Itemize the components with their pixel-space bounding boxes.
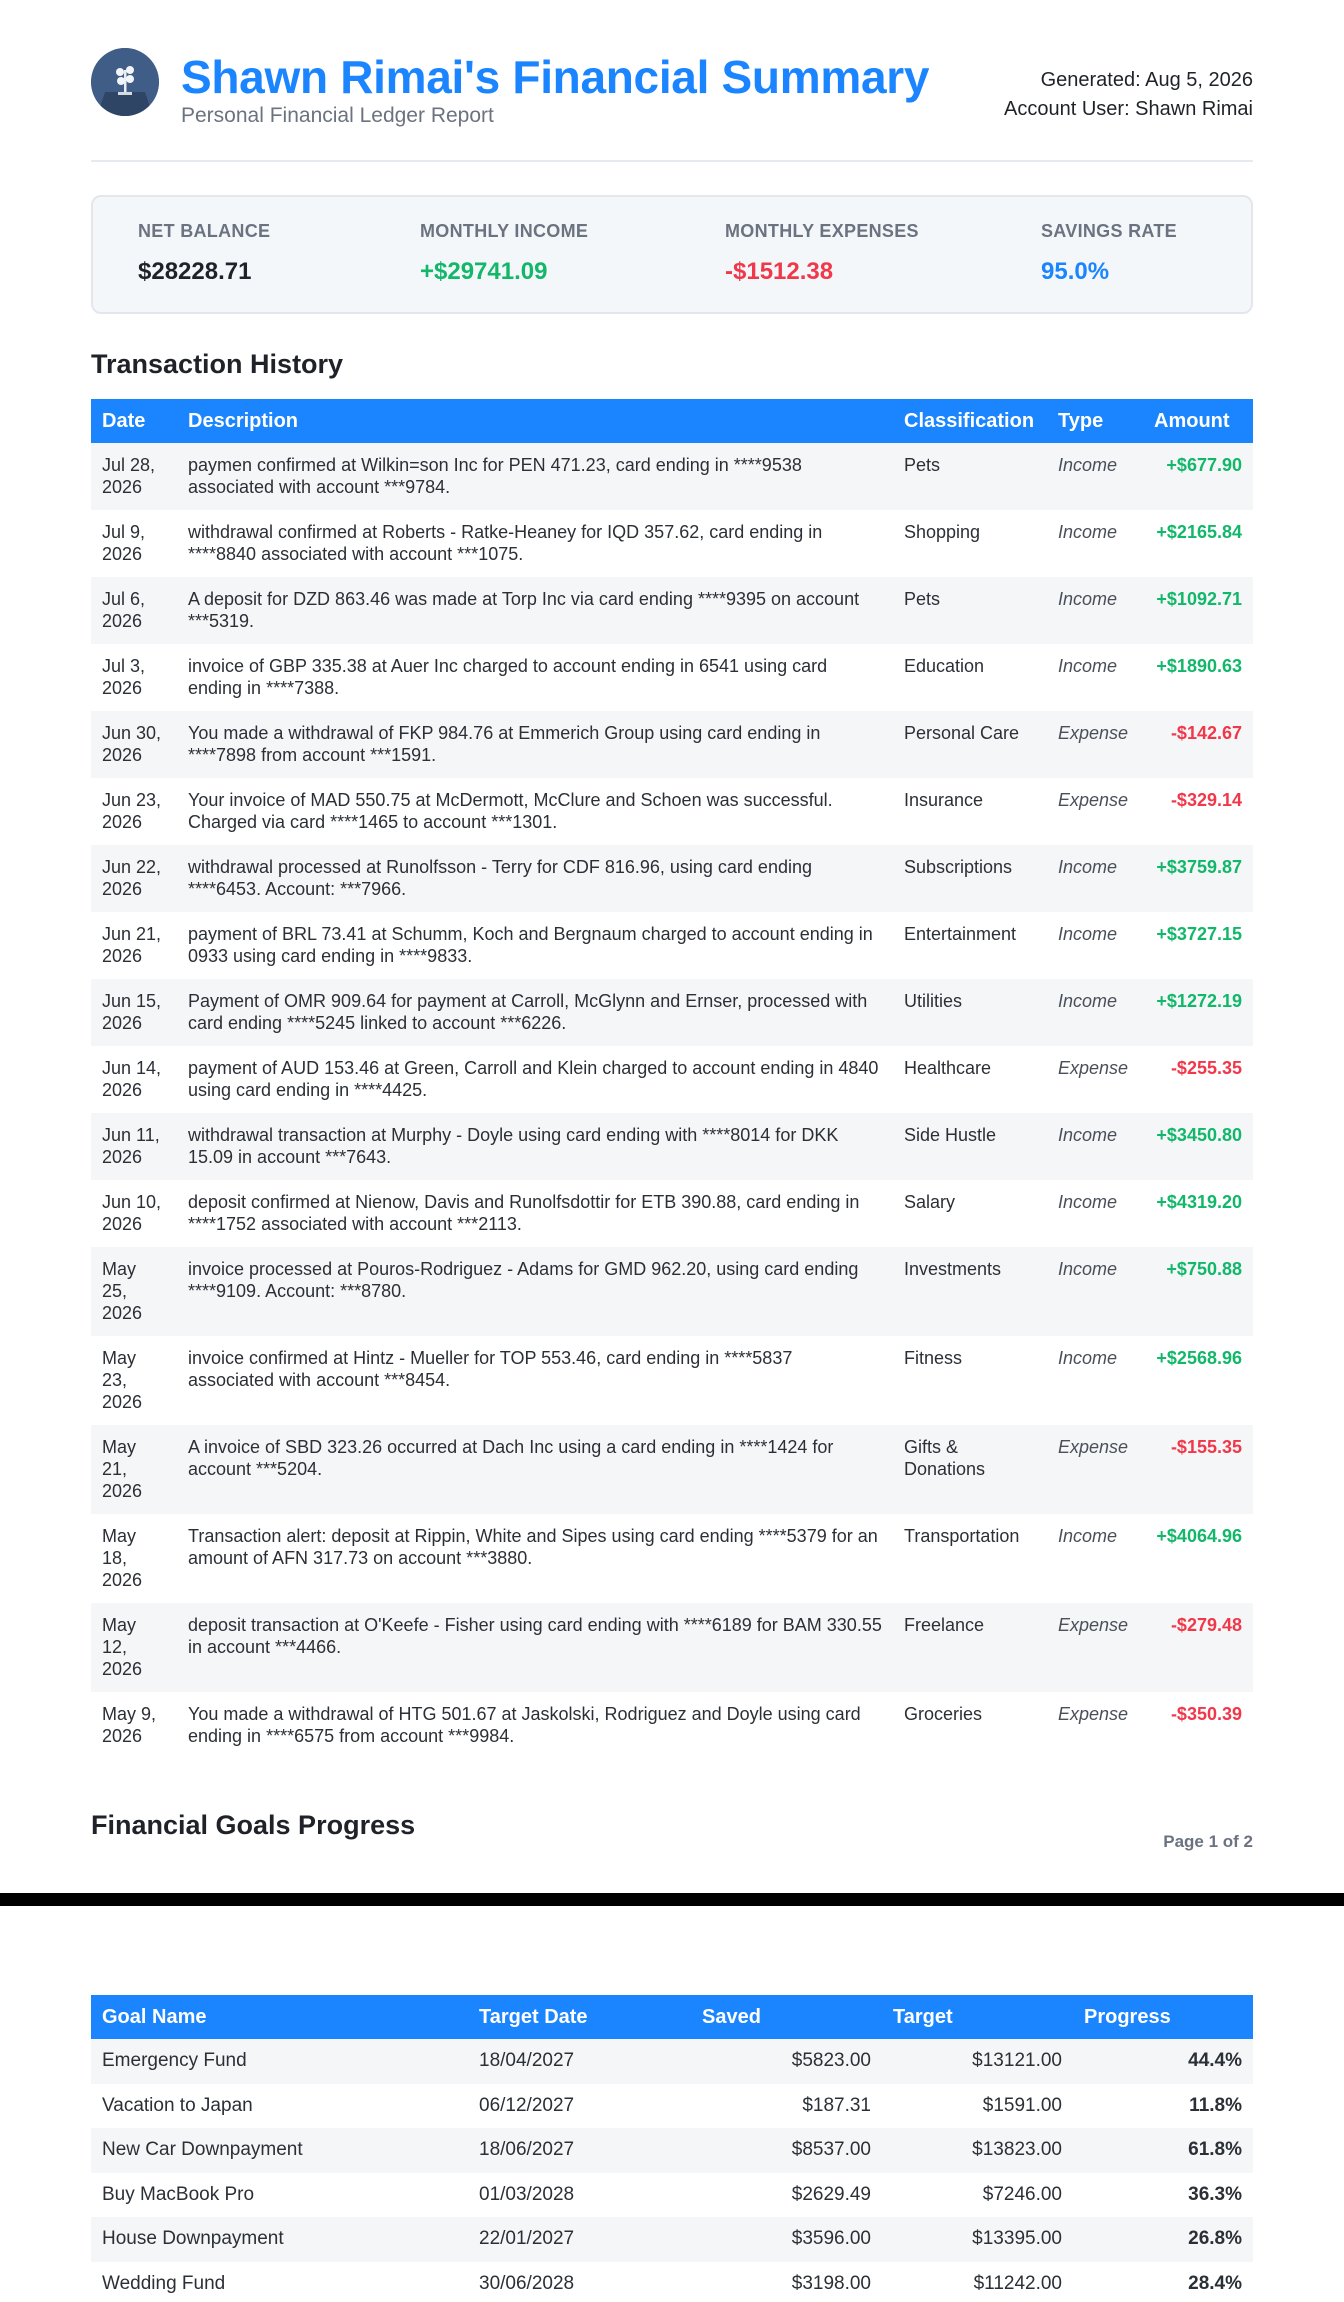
transaction-description: invoice processed at Pouros-Rodriguez - Adams for GMD 962.20, using card ending ****9109. Account: ***8780.	[177, 1247, 893, 1336]
transaction-classification: Entertainment	[893, 912, 1047, 979]
transaction-type: Expense	[1047, 711, 1143, 778]
transaction-row	[91, 1336, 1253, 1425]
transaction-date: May 25, 2026	[91, 1247, 177, 1336]
transaction-amount: +$3727.15	[1143, 912, 1253, 979]
col-header-goal-name: Goal Name	[91, 1995, 468, 2039]
net-balance-value: $28228.71	[138, 258, 252, 285]
transaction-row	[91, 979, 1253, 1046]
goals-table	[91, 1995, 1253, 2302]
transaction-amount: +$3759.87	[1143, 845, 1253, 912]
col-header-target-date: Target Date	[468, 1995, 691, 2039]
transaction-amount: -$155.35	[1143, 1425, 1253, 1514]
transaction-date: May 21, 2026	[91, 1425, 177, 1514]
transaction-date: Jul 9, 2026	[91, 510, 177, 577]
transaction-table	[91, 399, 1253, 1759]
report-meta	[1004, 66, 1253, 124]
monthly-expenses-label: MONTHLY EXPENSES	[725, 221, 919, 241]
report-header	[91, 46, 1253, 162]
transaction-date: Jun 14, 2026	[91, 1046, 177, 1113]
col-header-date: Date	[91, 399, 177, 443]
transaction-classification: Groceries	[893, 1692, 1047, 1759]
goal-saved: $5823.00	[691, 2039, 882, 2084]
transaction-type: Income	[1047, 979, 1143, 1046]
transaction-type: Income	[1047, 443, 1143, 510]
generated-date: Generated: Aug 5, 2026	[1040, 69, 1253, 91]
transaction-description: payment of BRL 73.41 at Schumm, Koch and Bergnaum charged to account ending in 0933 using card ending in ****9833.	[177, 912, 893, 979]
transaction-row	[91, 1247, 1253, 1336]
goal-name: Wedding Fund	[91, 2262, 468, 2302]
transaction-table-wrap	[91, 399, 1253, 1759]
account-user: Account User: Shawn Rimai	[1004, 98, 1253, 120]
transaction-date: Jun 30, 2026	[91, 711, 177, 778]
transaction-row	[91, 1514, 1253, 1603]
transaction-description: deposit confirmed at Nienow, Davis and Runolfsdottir for ETB 390.88, card ending in ****1752 associated with account ***2113.	[177, 1180, 893, 1247]
transaction-history-title: Transaction History	[91, 349, 344, 379]
col-header-type: Type	[1047, 399, 1143, 443]
transaction-classification: Pets	[893, 443, 1047, 510]
savings-rate-stat	[1041, 221, 1177, 286]
goal-target-date: 06/12/2027	[468, 2084, 691, 2129]
transaction-classification: Pets	[893, 577, 1047, 644]
transaction-date: Jun 21, 2026	[91, 912, 177, 979]
transaction-classification: Healthcare	[893, 1046, 1047, 1113]
transaction-header-row	[91, 399, 1253, 443]
transaction-classification: Investments	[893, 1247, 1047, 1336]
transaction-description: Transaction alert: deposit at Rippin, White and Sipes using card ending ****5379 for an amount of AFN 317.73 on account ***3880.	[177, 1514, 893, 1603]
transaction-type: Income	[1047, 1113, 1143, 1180]
col-header-saved: Saved	[691, 1995, 882, 2039]
transaction-type: Income	[1047, 1247, 1143, 1336]
transaction-description: Your invoice of MAD 550.75 at McDermott, McClure and Schoen was successful. Charged via card ****1465 to account ***1301.	[177, 778, 893, 845]
goal-row	[91, 2084, 1253, 2129]
transaction-type: Expense	[1047, 1425, 1143, 1514]
goal-row	[91, 2039, 1253, 2084]
goal-progress: 61.8%	[1073, 2128, 1253, 2173]
transaction-date: Jul 28, 2026	[91, 443, 177, 510]
goal-saved: $187.31	[691, 2084, 882, 2129]
goal-target: $13823.00	[882, 2128, 1073, 2173]
net-balance-stat	[138, 221, 270, 286]
goal-row	[91, 2173, 1253, 2218]
transaction-amount: +$1092.71	[1143, 577, 1253, 644]
page-break-divider	[0, 1893, 1344, 1906]
transaction-classification: Personal Care	[893, 711, 1047, 778]
report-page-2	[0, 1906, 1344, 2302]
transaction-classification: Utilities	[893, 979, 1047, 1046]
transaction-row	[91, 845, 1253, 912]
transaction-date: May 12, 2026	[91, 1603, 177, 1692]
transaction-amount: +$4319.20	[1143, 1180, 1253, 1247]
transaction-type: Expense	[1047, 778, 1143, 845]
transaction-date: Jun 10, 2026	[91, 1180, 177, 1247]
transaction-row	[91, 1603, 1253, 1692]
savings-rate-label: SAVINGS RATE	[1041, 221, 1177, 241]
ledger-logo-icon	[91, 48, 159, 116]
transaction-row	[91, 711, 1253, 778]
transaction-date: Jul 6, 2026	[91, 577, 177, 644]
transaction-description: Payment of OMR 909.64 for payment at Carroll, McGlynn and Ernser, processed with card ending ****5245 linked to account ***6226.	[177, 979, 893, 1046]
transaction-description: You made a withdrawal of HTG 501.67 at Jaskolski, Rodriguez and Doyle using card ending in ****6575 from account ***9984.	[177, 1692, 893, 1759]
goal-target: $13395.00	[882, 2217, 1073, 2262]
transaction-type: Expense	[1047, 1692, 1143, 1759]
transaction-classification: Transportation	[893, 1514, 1047, 1603]
transaction-row	[91, 1113, 1253, 1180]
financial-goals-title: Financial Goals Progress	[91, 1810, 416, 1840]
transaction-classification: Salary	[893, 1180, 1047, 1247]
transaction-amount: -$350.39	[1143, 1692, 1253, 1759]
transaction-classification: Insurance	[893, 778, 1047, 845]
transaction-row	[91, 912, 1253, 979]
goal-progress: 11.8%	[1073, 2084, 1253, 2129]
transaction-type: Income	[1047, 510, 1143, 577]
col-header-description: Description	[177, 399, 893, 443]
col-header-amount: Amount	[1143, 399, 1253, 443]
goal-target: $1591.00	[882, 2084, 1073, 2129]
transaction-row	[91, 1692, 1253, 1759]
transaction-type: Income	[1047, 845, 1143, 912]
goal-progress: 36.3%	[1073, 2173, 1253, 2218]
goal-name: Buy MacBook Pro	[91, 2173, 468, 2218]
goal-target-date: 22/01/2027	[468, 2217, 691, 2262]
report-subtitle: Personal Financial Ledger Report	[181, 104, 494, 127]
report-title: Shawn Rimai's Financial Summary	[181, 51, 930, 103]
transaction-amount: +$3450.80	[1143, 1113, 1253, 1180]
transaction-amount: +$2568.96	[1143, 1336, 1253, 1425]
transaction-amount: +$677.90	[1143, 443, 1253, 510]
transaction-description: paymen confirmed at Wilkin=son Inc for PEN 471.23, card ending in ****9538 associated with account ***9784.	[177, 443, 893, 510]
col-header-classification: Classification	[893, 399, 1047, 443]
transaction-amount: +$2165.84	[1143, 510, 1253, 577]
transaction-description: invoice confirmed at Hintz - Mueller for TOP 553.46, card ending in ****5837 associated with account ***8454.	[177, 1336, 893, 1425]
monthly-income-stat	[420, 221, 588, 286]
transaction-classification: Shopping	[893, 510, 1047, 577]
goal-progress: 44.4%	[1073, 2039, 1253, 2084]
transaction-row	[91, 1425, 1253, 1514]
transaction-description: A invoice of SBD 323.26 occurred at Dach Inc using a card ending in ****1424 for account ***5204.	[177, 1425, 893, 1514]
transaction-amount: +$1272.19	[1143, 979, 1253, 1046]
transaction-amount: -$329.14	[1143, 778, 1253, 845]
transaction-type: Income	[1047, 1336, 1143, 1425]
transaction-amount: +$1890.63	[1143, 644, 1253, 711]
goal-target: $11242.00	[882, 2262, 1073, 2302]
transaction-row	[91, 577, 1253, 644]
goal-row	[91, 2217, 1253, 2262]
transaction-classification: Freelance	[893, 1603, 1047, 1692]
transaction-row	[91, 443, 1253, 510]
col-header-progress: Progress	[1073, 1995, 1253, 2039]
goal-name: Emergency Fund	[91, 2039, 468, 2084]
transaction-type: Expense	[1047, 1046, 1143, 1113]
goal-row	[91, 2128, 1253, 2173]
transaction-classification: Education	[893, 644, 1047, 711]
goal-target: $13121.00	[882, 2039, 1073, 2084]
goal-target-date: 18/04/2027	[468, 2039, 691, 2084]
transaction-classification: Fitness	[893, 1336, 1047, 1425]
transaction-date: Jun 15, 2026	[91, 979, 177, 1046]
transaction-classification: Subscriptions	[893, 845, 1047, 912]
transaction-description: withdrawal processed at Runolfsson - Terry for CDF 816.96, using card ending ****6453. Account: ***7966.	[177, 845, 893, 912]
transaction-type: Income	[1047, 577, 1143, 644]
goal-progress: 28.4%	[1073, 2262, 1253, 2302]
transaction-date: May 18, 2026	[91, 1514, 177, 1603]
goal-saved: $3198.00	[691, 2262, 882, 2302]
transaction-date: May 23, 2026	[91, 1336, 177, 1425]
goal-saved: $3596.00	[691, 2217, 882, 2262]
transaction-description: invoice of GBP 335.38 at Auer Inc charged to account ending in 6541 using card ending in ****7388.	[177, 644, 893, 711]
transaction-classification: Side Hustle	[893, 1113, 1047, 1180]
transaction-row	[91, 1180, 1253, 1247]
goal-saved: $8537.00	[691, 2128, 882, 2173]
transaction-amount: -$279.48	[1143, 1603, 1253, 1692]
goals-table-wrap	[91, 1995, 1253, 2302]
goal-target-date: 18/06/2027	[468, 2128, 691, 2173]
goal-target-date: 30/06/2028	[468, 2262, 691, 2302]
transaction-date: Jul 3, 2026	[91, 644, 177, 711]
goal-target-date: 01/03/2028	[468, 2173, 691, 2218]
transaction-description: withdrawal confirmed at Roberts - Ratke-Heaney for IQD 357.62, card ending in ****8840 associated with account ***1075.	[177, 510, 893, 577]
summary-card	[91, 195, 1253, 314]
monthly-income-value: +$29741.09	[420, 258, 548, 285]
transaction-description: You made a withdrawal of FKP 984.76 at Emmerich Group using card ending in ****7898 from account ***1591.	[177, 711, 893, 778]
transaction-type: Income	[1047, 1180, 1143, 1247]
monthly-income-label: MONTHLY INCOME	[420, 221, 589, 241]
savings-rate-value: 95.0%	[1041, 258, 1110, 285]
monthly-expenses-stat	[725, 221, 919, 286]
transaction-type: Income	[1047, 912, 1143, 979]
transaction-date: Jun 23, 2026	[91, 778, 177, 845]
transaction-row	[91, 778, 1253, 845]
goal-saved: $2629.49	[691, 2173, 882, 2218]
transaction-description: withdrawal transaction at Murphy - Doyle using card ending with ****8014 for DKK 15.09 in account ***7643.	[177, 1113, 893, 1180]
transaction-type: Expense	[1047, 1603, 1143, 1692]
transaction-description: deposit transaction at O'Keefe - Fisher using card ending with ****6189 for BAM 330.55 in account ***4466.	[177, 1603, 893, 1692]
goal-target: $7246.00	[882, 2173, 1073, 2218]
goal-name: Vacation to Japan	[91, 2084, 468, 2129]
transaction-amount: -$255.35	[1143, 1046, 1253, 1113]
transaction-amount: -$142.67	[1143, 711, 1253, 778]
page-number: Page 1 of 2	[1163, 1832, 1253, 1851]
transaction-amount: +$750.88	[1143, 1247, 1253, 1336]
transaction-date: May 9, 2026	[91, 1692, 177, 1759]
goals-header-row	[91, 1995, 1253, 2039]
transaction-row	[91, 644, 1253, 711]
goal-name: New Car Downpayment	[91, 2128, 468, 2173]
transaction-description: A deposit for DZD 863.46 was made at Torp Inc via card ending ****9395 on account ***5319.	[177, 577, 893, 644]
transaction-classification: Gifts & Donations	[893, 1425, 1047, 1514]
goal-name: House Downpayment	[91, 2217, 468, 2262]
col-header-target: Target	[882, 1995, 1073, 2039]
goal-progress: 26.8%	[1073, 2217, 1253, 2262]
transaction-description: payment of AUD 153.46 at Green, Carroll and Klein charged to account ending in 4840 using card ending in ****4425.	[177, 1046, 893, 1113]
transaction-type: Income	[1047, 644, 1143, 711]
goal-row	[91, 2262, 1253, 2302]
transaction-amount: +$4064.96	[1143, 1514, 1253, 1603]
transaction-date: Jun 11, 2026	[91, 1113, 177, 1180]
transaction-row	[91, 1046, 1253, 1113]
transaction-row	[91, 510, 1253, 577]
monthly-expenses-value: -$1512.38	[725, 258, 834, 285]
transaction-type: Income	[1047, 1514, 1143, 1603]
net-balance-label: NET BALANCE	[138, 221, 271, 241]
transaction-date: Jun 22, 2026	[91, 845, 177, 912]
